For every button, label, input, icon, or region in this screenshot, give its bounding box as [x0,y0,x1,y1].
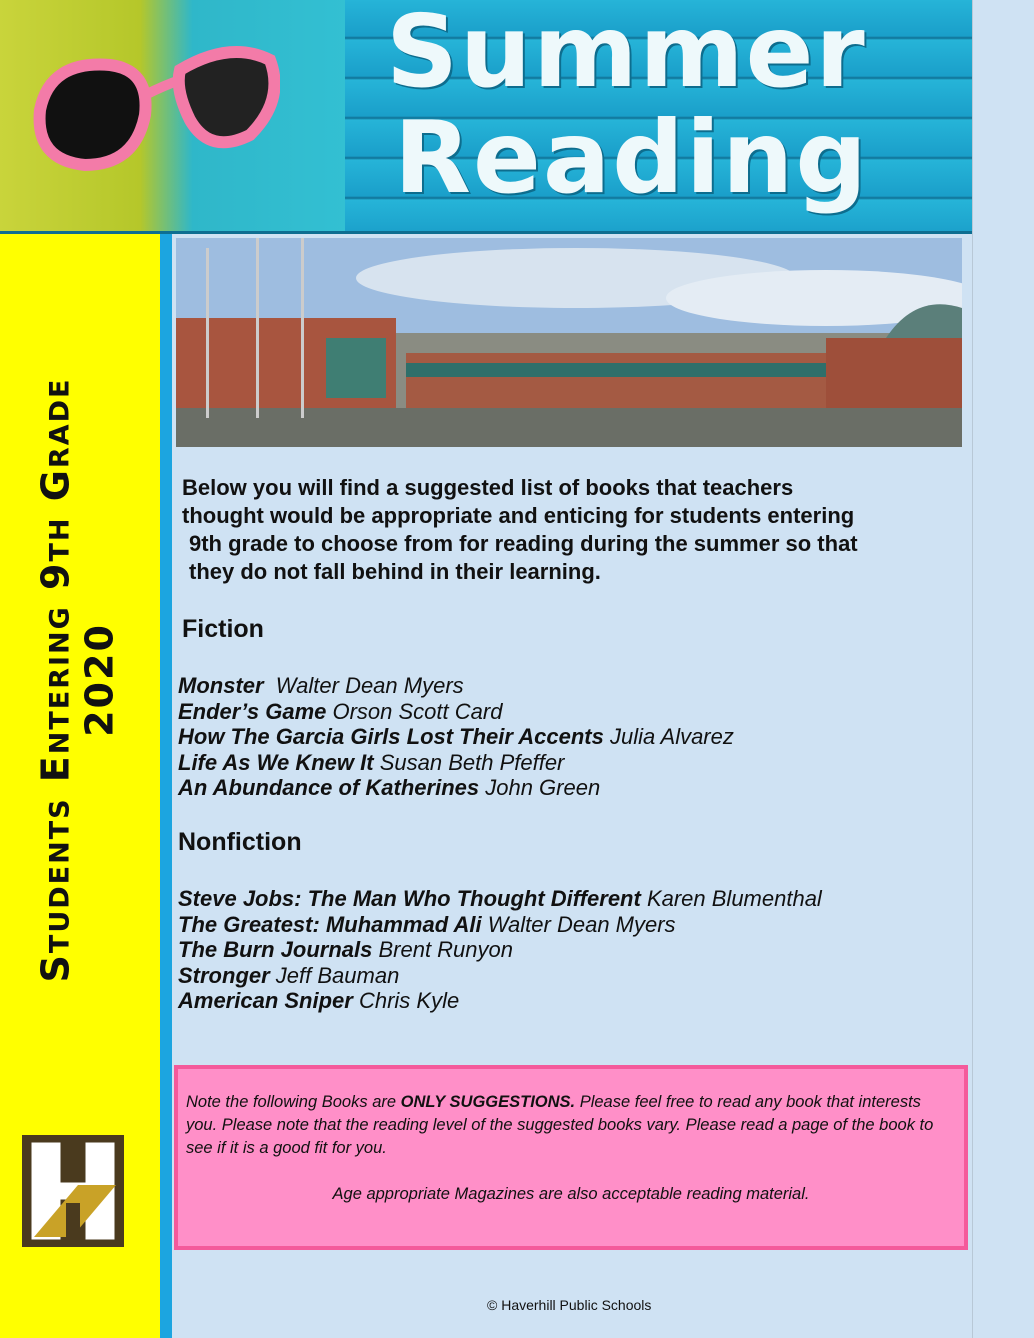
page-margin [972,0,1034,1338]
fiction-book-list [178,673,734,801]
list-item [178,699,734,725]
note-paragraph [186,1091,956,1160]
book-author: Susan Beth Pfeffer [373,749,565,775]
book-title: Steve Jobs: The Man Who Thought Different [178,886,641,911]
haverhill-h-logo-icon [20,1133,126,1249]
intro-line: 9th grade to choose from for reading during the summer so that [189,531,858,556]
book-author: Jeff Bauman [269,962,400,988]
book-title: Monster [178,673,264,698]
intro-line: Below you will find a suggested list of books that teachers [182,475,794,500]
banner-title-line1: Summer [386,0,867,110]
magazines-note: Age appropriate Magazines are also acceptable reading material. [332,1185,810,1203]
list-item [178,724,734,750]
note-text: Please feel free to read any book that interests you. Please note that the reading level of the suggested books vary. Please read a page of the book to see if it is a good fit for you. [186,1093,934,1157]
intro-line: they do not fall behind in their learning. [189,559,601,584]
book-author: Brent Runyon [372,937,513,962]
copyright-footer: © Haverhill Public Schools [487,1297,652,1313]
book-title: How The Garcia Girls Lost Their Accents [178,724,604,749]
book-author: John Green [479,775,601,800]
book-title: The Burn Journals [178,937,373,962]
book-author: Orson Scott Card [326,698,503,724]
note-text: Note the following Books are [186,1093,401,1111]
book-author: Chris Kyle [352,988,460,1013]
sunglasses-icon [30,40,280,190]
nonfiction-heading: Nonfiction [178,828,302,856]
book-author: Walter Dean Myers [481,911,676,937]
grade-label-year: 2020 [77,623,121,737]
book-title: Stronger [178,962,270,988]
book-title: An Abundance of Katherines [178,775,480,800]
school-building-photo [176,238,962,447]
suggestion-note-box [174,1065,968,1250]
fiction-heading: Fiction [182,615,264,643]
list-item [178,673,734,699]
list-item [178,775,734,801]
grade-label-line1: Students Entering 9th Grade [33,377,78,983]
banner-title [380,0,970,216]
intro-line: thought would be appropriate and enticing for students entering [182,503,855,528]
intro-paragraph [182,474,972,586]
note-emphasis: ONLY SUGGESTIONS. [400,1093,576,1111]
summer-reading-banner [0,0,972,233]
book-author: Julia Alvarez [603,724,734,749]
book-title: American Sniper [178,988,353,1013]
list-item [178,937,822,963]
book-author: Karen Blumenthal [640,886,822,911]
book-title: Life As We Knew It [178,749,374,775]
list-item [178,963,822,989]
grade-label [34,378,121,983]
book-title: Ender’s Game [178,698,327,724]
list-item [178,988,822,1014]
book-title: The Greatest: Muhammad Ali [178,911,482,937]
book-author: Walter Dean Myers [263,673,464,698]
list-item [178,886,822,912]
list-item [178,912,822,938]
sidebar-stripe [160,234,172,1338]
banner-title-line2: Reading [394,99,869,216]
list-item [178,750,734,776]
nonfiction-book-list [178,886,822,1014]
